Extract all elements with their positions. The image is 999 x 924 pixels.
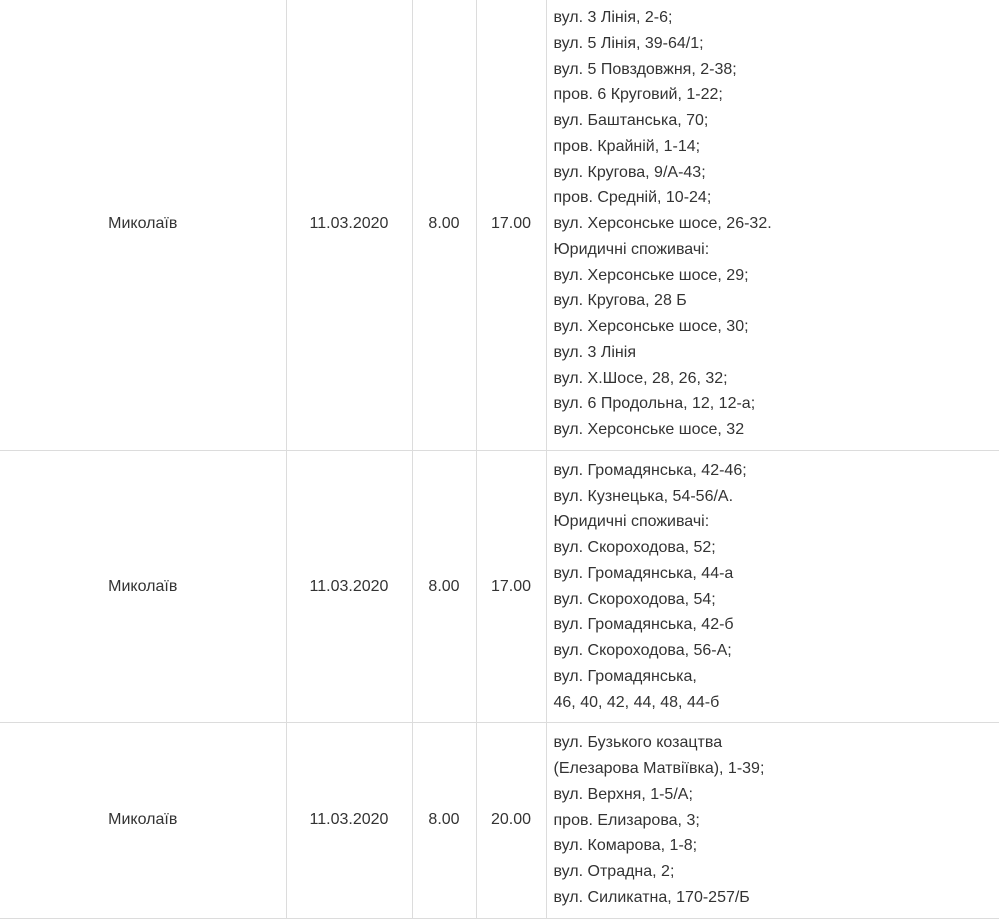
address-line: вул. Кузнецька, 54-56/А.	[553, 487, 734, 505]
end-time-cell: 17.00	[476, 0, 546, 450]
address-line: вул. Отрадна, 2;	[553, 863, 675, 880]
address-line: вул. Громадянська,	[553, 667, 697, 685]
addresses-cell	[546, 723, 999, 918]
address-line: пров. 6 Круговий, 1-22;	[553, 86, 723, 104]
address-line: вул. 3 Лінія, 2-6;	[553, 9, 673, 26]
address-line: вул. Скороходова, 52;	[553, 539, 716, 556]
date-cell: 11.03.2020	[286, 0, 412, 450]
address-line: вул. 5 Лінія, 39-64/1;	[553, 34, 704, 52]
table-row	[0, 723, 999, 918]
address-line: вул. Херсонське шосе, 29;	[553, 266, 749, 284]
address-line: вул. Баштанська, 70;	[553, 112, 709, 129]
address-line: вул. Громадянська, 42-б	[553, 616, 734, 634]
end-time-cell: 17.00	[476, 450, 546, 723]
address-line: Юридичні споживачі:	[553, 240, 710, 258]
address-line: (Елезарова Матвіївка), 1-39;	[553, 760, 765, 777]
table-row	[0, 450, 999, 723]
table-row	[0, 0, 999, 450]
address-line: вул. Херсонське шосе, 32	[553, 421, 745, 438]
address-line: вул. 6 Продольна, 12, 12-а;	[553, 395, 756, 413]
date-cell: 11.03.2020	[286, 450, 412, 723]
date-cell: 11.03.2020	[286, 723, 412, 918]
address-line: пров. Елизарова, 3;	[553, 811, 700, 829]
start-time-cell: 8.00	[412, 723, 476, 918]
address-line: вул. 5 Повздовжня, 2-38;	[553, 60, 737, 78]
address-line: вул. 3 Лінія	[553, 343, 636, 361]
address-line: вул. Силикатна, 170-257/Б	[553, 888, 750, 906]
address-line: вул. Громадянська, 44-а	[553, 564, 734, 582]
address-line: вул. Х.Шосе, 28, 26, 32;	[553, 369, 728, 387]
address-line: вул. Скороходова, 54;	[553, 590, 716, 608]
start-time-cell: 8.00	[412, 450, 476, 723]
address-line: вул. Скороходова, 56-А;	[553, 642, 732, 659]
address-line: вул. Верхня, 1-5/А;	[553, 785, 693, 803]
address-line: пров. Средній, 10-24;	[553, 189, 712, 207]
start-time-cell: 8.00	[412, 0, 476, 450]
address-line: 46, 40, 42, 44, 48, 44-б	[553, 693, 720, 711]
address-line: вул. Кругова, 9/А-43;	[553, 163, 706, 181]
address-line: вул. Громадянська, 42-46;	[553, 461, 747, 479]
city-cell: Миколаїв	[0, 450, 286, 723]
city-cell: Миколаїв	[0, 0, 286, 450]
address-line: вул. Бузького козацтва	[553, 734, 723, 752]
address-line: вул. Кругова, 28 Б	[553, 292, 687, 310]
addresses-cell	[546, 0, 999, 450]
address-line: Юридичні споживачі:	[553, 513, 710, 531]
end-time-cell: 20.00	[476, 723, 546, 918]
address-line: вул. Херсонське шосе, 26-32.	[553, 215, 772, 232]
address-line: вул. Херсонське шосе, 30;	[553, 318, 749, 335]
addresses-cell	[546, 450, 999, 723]
city-cell: Миколаїв	[0, 723, 286, 918]
address-line: пров. Крайній, 1-14;	[553, 137, 701, 155]
address-line: вул. Комарова, 1-8;	[553, 837, 698, 855]
